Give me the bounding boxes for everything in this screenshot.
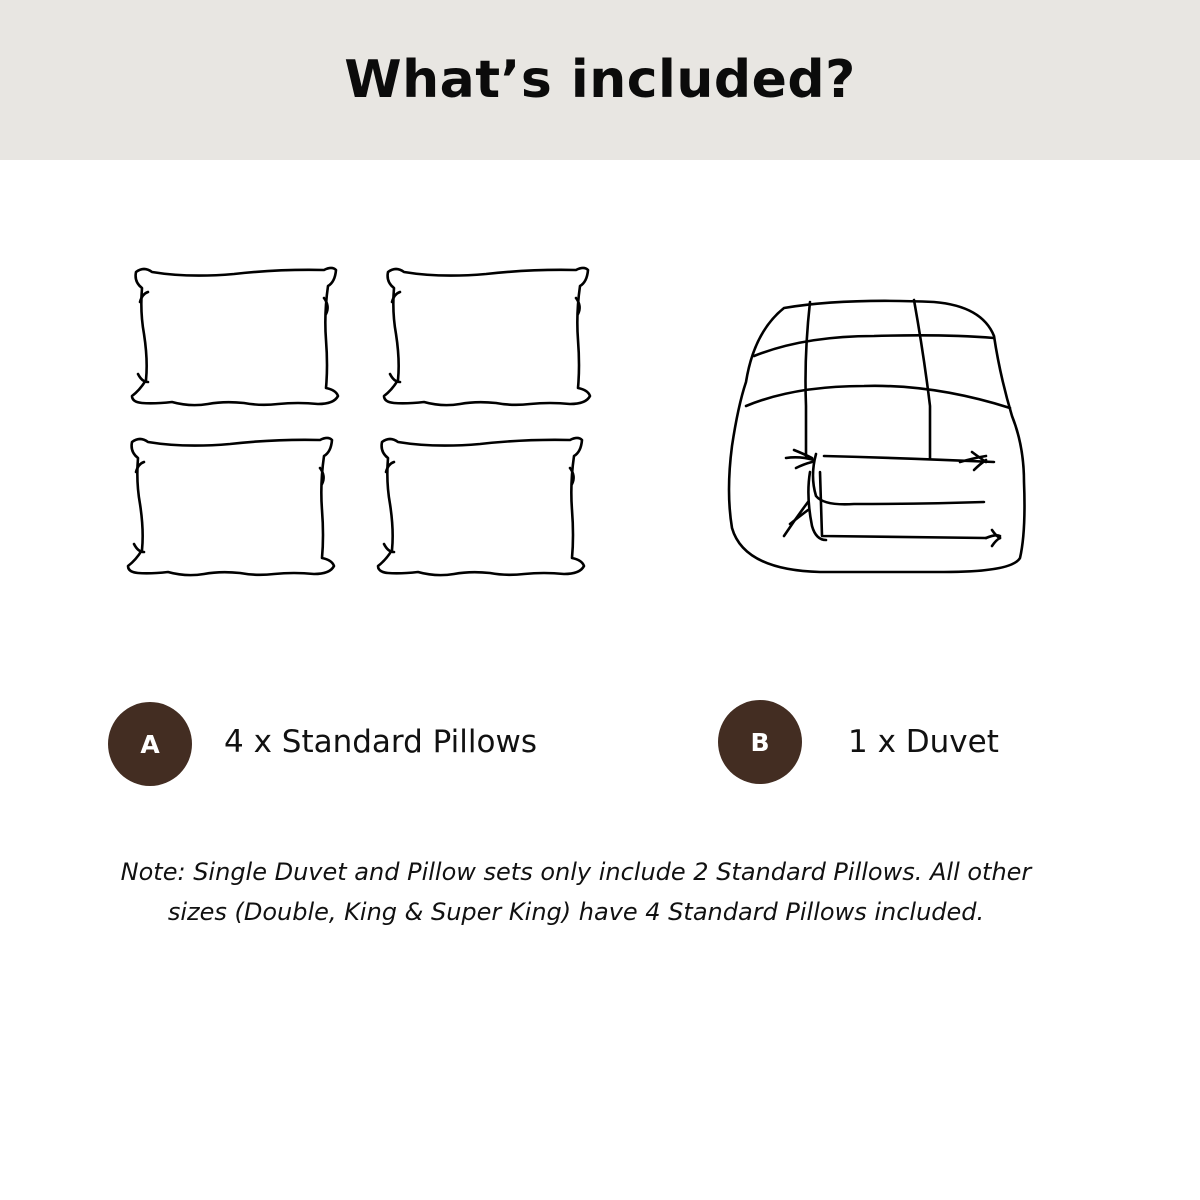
item-label-pillows: 4 x Standard Pillows (224, 724, 537, 760)
folded-duvet-icon (724, 296, 1028, 578)
pillow-icon (374, 434, 586, 578)
item-badge-a: A (108, 702, 192, 786)
pillow-icon (124, 434, 336, 578)
item-badge-b: B (718, 700, 802, 784)
header-banner (0, 0, 1200, 160)
pillow-icon (128, 264, 340, 408)
pillow-icon (380, 264, 592, 408)
item-label-duvet: 1 x Duvet (848, 724, 999, 760)
note-text: Note: Single Duvet and Pillow sets only include 2 Standard Pillows. All other sizes (Double, King & Super King) have 4 Standard Pillows included. (120, 858, 1032, 926)
page-title: What’s included? (344, 50, 856, 110)
